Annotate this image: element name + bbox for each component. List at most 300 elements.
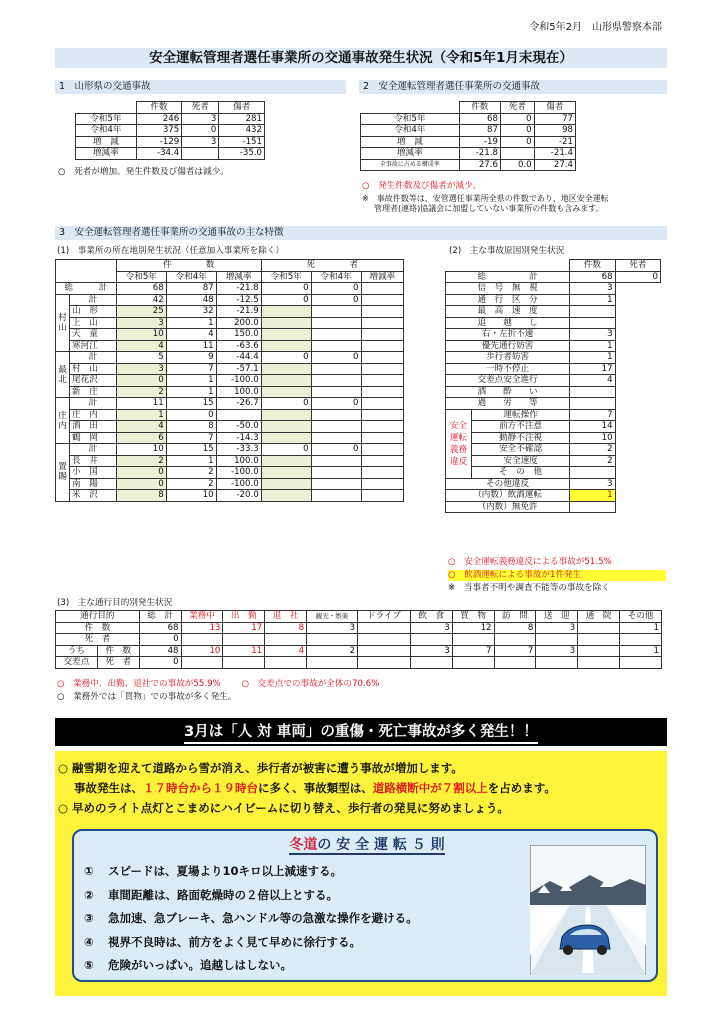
cell (615, 363, 660, 375)
cell: 米 沢 (70, 490, 117, 502)
cell: 10 (116, 444, 166, 456)
cell (361, 398, 403, 410)
cell: 村山 (56, 294, 70, 352)
cell: -100.0 (216, 478, 261, 490)
table-row (446, 455, 661, 467)
cell: 死者 (615, 260, 660, 272)
cell: 死者 (500, 102, 534, 114)
cell (361, 467, 403, 479)
cell: 32 (166, 306, 216, 318)
cell: 交差点安全進行 (446, 375, 570, 387)
cell: 100.0 (216, 386, 261, 398)
cell: 98 (534, 125, 575, 137)
cell: 0 (182, 125, 219, 137)
cell (311, 478, 361, 490)
cell: 8 (166, 421, 216, 433)
cell (307, 634, 358, 646)
cell (261, 386, 311, 398)
cell (311, 340, 361, 352)
cell (615, 398, 660, 410)
cell: 尾花沢 (70, 375, 117, 387)
cell (311, 306, 361, 318)
cell: 0 (311, 294, 361, 306)
cell: 3 (536, 622, 578, 634)
table-row (446, 294, 661, 306)
cell: 0 (500, 125, 534, 137)
cell: 7 (494, 645, 536, 657)
cell: 送 迎 (536, 611, 578, 623)
cell: 14 (570, 421, 615, 433)
cell: 0 (615, 271, 660, 283)
cell (500, 148, 534, 160)
cell (361, 317, 403, 329)
cell: 17 (223, 622, 265, 634)
cell (361, 444, 403, 456)
cell: 飲 食 (410, 611, 452, 623)
cell (265, 657, 307, 669)
cell: 優先通行妨害 (446, 340, 570, 352)
cell: 3 (536, 645, 578, 657)
cell (261, 317, 311, 329)
header-row (446, 260, 661, 272)
cell (261, 375, 311, 387)
cause-table (445, 259, 661, 513)
cell: 件 数 (116, 260, 261, 272)
table-row (446, 386, 661, 398)
cell (358, 634, 411, 646)
cell: -63.6 (216, 340, 261, 352)
cell (311, 490, 361, 502)
alert-p3: ○ 早めのライト点灯とこまめにハイビームに切り替え、歩行者の発見に努めましょう。 (58, 801, 509, 815)
cell: 増減率 (216, 271, 261, 283)
table-row (446, 317, 661, 329)
header-row (76, 102, 265, 114)
rule-text: 危険がいっぱい。追越しはしない。 (108, 958, 292, 972)
cell (261, 363, 311, 375)
cell: 11 (166, 340, 216, 352)
alert-p2d: 道路横断中が７割以上 (372, 781, 488, 795)
cell (311, 317, 361, 329)
cell: 令和4年 (76, 125, 137, 137)
table-row (56, 340, 404, 352)
cell (216, 409, 261, 421)
table-row (446, 271, 661, 283)
cell (615, 386, 660, 398)
table-row (446, 478, 661, 490)
cell: 0 (311, 283, 361, 295)
cell: 令和4年 (361, 125, 460, 137)
table-row (56, 306, 404, 318)
rules-list (84, 863, 418, 981)
table-row (446, 340, 661, 352)
cell: 安全速度 (472, 455, 570, 467)
cell: 令和5年 (361, 113, 460, 125)
cell: 68 (139, 622, 181, 634)
cell: 375 (136, 125, 182, 137)
cell: 42 (116, 294, 166, 306)
cell (615, 421, 660, 433)
cell (358, 622, 411, 634)
rules-title-rest: の 安 全 運 転 ５ 則 (317, 837, 445, 853)
cell: 246 (136, 113, 182, 125)
cell (358, 657, 411, 669)
cell (578, 622, 620, 634)
cell: -26.7 (216, 398, 261, 410)
cell: 10 (166, 490, 216, 502)
cell: 27.4 (534, 159, 575, 171)
cell: 1 (166, 455, 216, 467)
cell (223, 634, 265, 646)
cell: 庄 内 (70, 409, 117, 421)
alert-p2c: に多く、事故類型は、 (258, 781, 373, 795)
cell: 買 物 (452, 611, 494, 623)
cell (410, 634, 452, 646)
rule-item (84, 910, 418, 934)
rules-box (72, 829, 658, 982)
s1-note: ○ 死者が増加。発生件数及び傷者は減少。 (58, 167, 229, 177)
cell (261, 490, 311, 502)
cell: 安全不確認 (472, 444, 570, 456)
cell (536, 634, 578, 646)
cell: 出 勤 (223, 611, 265, 623)
cell: 2 (166, 467, 216, 479)
rule-text: スピードは、夏場より10キロ以上減速する。 (108, 864, 343, 878)
cell: 5 (116, 352, 166, 364)
cell: 0 (261, 444, 311, 456)
cell (578, 657, 620, 669)
t2-note3: ※ 当事者不明や調査不能等の事故を除く (448, 583, 610, 593)
cell: -50.0 (216, 421, 261, 433)
rule-number: ② (84, 887, 94, 902)
cell: 10 (570, 432, 615, 444)
cell (361, 409, 403, 421)
cell: 77 (534, 113, 575, 125)
alert-p1: ○ 融雪期を迎えて道路から雪が消え、歩行者が被害に遭う事故が増加します。 (58, 761, 463, 775)
s2-table (360, 101, 576, 171)
cell (361, 478, 403, 490)
cell: 11 (223, 645, 265, 657)
cell: 死 者 (97, 657, 139, 669)
cell: 87 (166, 283, 216, 295)
winter-road-illustration (530, 845, 646, 975)
cell: 3 (570, 283, 615, 295)
cell (261, 306, 311, 318)
cell (615, 340, 660, 352)
table-row (76, 148, 265, 160)
cell (446, 260, 570, 272)
cell: 件 数 (56, 622, 140, 634)
t2-note1: ○ 安全運転義務違反による事故が51.5% (448, 557, 612, 567)
cell (311, 329, 361, 341)
cell: 死者 (182, 102, 219, 114)
cell: -20.0 (216, 490, 261, 502)
cell (494, 634, 536, 646)
cell (452, 634, 494, 646)
cell (615, 306, 660, 318)
purpose-table (55, 610, 662, 669)
cell: 87 (459, 125, 500, 137)
cell: 27.6 (459, 159, 500, 171)
t3-note2: ○ 交差点での事故が全体の70.6% (241, 679, 380, 689)
cell: 17 (570, 363, 615, 375)
cell: 4 (570, 375, 615, 387)
cell: 庄内 (56, 398, 70, 444)
cell: -19 (459, 136, 500, 148)
cell: 0 (261, 398, 311, 410)
cell (361, 352, 403, 364)
cell: 令和4年 (311, 271, 361, 283)
cell: 酒 酔 い (446, 386, 570, 398)
table-row (56, 490, 404, 502)
cell (56, 260, 117, 283)
cell: 村 山 (70, 363, 117, 375)
cell (361, 432, 403, 444)
table-row (56, 467, 404, 479)
cell: 置賜 (56, 444, 70, 502)
cell: 2 (116, 386, 166, 398)
cell (223, 657, 265, 669)
table-row (56, 352, 404, 364)
rule-text: 急加速、急ブレーキ、急ハンドル等の急激な操作を避ける。 (108, 911, 418, 925)
rule-text: 車間距離は、路面乾燥時の２倍以上とする。 (108, 887, 338, 902)
cell: 432 (219, 125, 265, 137)
cell (311, 363, 361, 375)
cell: 3 (570, 329, 615, 341)
cell: 1 (166, 375, 216, 387)
s1-table (75, 101, 265, 160)
cell (615, 432, 660, 444)
cell (494, 657, 536, 669)
cell: 歩行者妨害 (446, 352, 570, 364)
cell (311, 467, 361, 479)
table-row (446, 375, 661, 387)
t1-title: (1) 事業所の所在地別発生状況（任意加入事業所を除く） (57, 246, 285, 256)
cell (620, 634, 662, 646)
cell: 全事故に占める構成率 (361, 159, 460, 171)
table-row (56, 294, 404, 306)
cell: -21 (534, 136, 575, 148)
cell (615, 478, 660, 490)
cell (311, 409, 361, 421)
cell: 9 (166, 352, 216, 364)
cell (615, 294, 660, 306)
cell (570, 317, 615, 329)
table-row (56, 363, 404, 375)
cell (361, 294, 403, 306)
table-row (446, 444, 661, 456)
cell (261, 467, 311, 479)
table-row (446, 363, 661, 375)
cell: 0 (139, 657, 181, 669)
s2-note2b: 管理者(連絡)協議会に加盟していない事業所の件数も含みます。 (374, 204, 604, 213)
cell (261, 329, 311, 341)
cell (615, 352, 660, 364)
cell: 200.0 (216, 317, 261, 329)
rule-number: ① (84, 864, 94, 878)
cell: 3 (116, 317, 166, 329)
cell: -12.5 (216, 294, 261, 306)
cell: 3 (182, 113, 219, 125)
alert-banner (55, 718, 667, 746)
rule-item (84, 934, 418, 958)
alert-p2b: １７時台から１９時台 (143, 781, 258, 795)
cell: 0 (500, 136, 534, 148)
t3-note3: ○ 業務外では「買物」での事故が多く発生。 (57, 692, 237, 702)
cell: -34.4 (136, 148, 182, 160)
cell: 4 (116, 421, 166, 433)
table-row (56, 478, 404, 490)
cell: 3 (570, 478, 615, 490)
cell (361, 340, 403, 352)
table-row (56, 444, 404, 456)
cell (358, 645, 411, 657)
cell: 0 (261, 283, 311, 295)
cell: -21.9 (216, 306, 261, 318)
table-row (361, 113, 576, 125)
rule-number: ⑤ (84, 958, 94, 972)
s3-title: 3 安全運転管理者選任事業所の交通事故の主な特徴 (55, 226, 667, 240)
cell (615, 467, 660, 479)
cell: 通行目的 (56, 611, 140, 623)
cell: 1 (570, 490, 615, 502)
cell: （内数）無免許 (446, 501, 570, 513)
cell (615, 375, 660, 387)
alert-p2a: 事故発生は、 (74, 781, 143, 795)
cell: 計 (70, 398, 117, 410)
cell (261, 409, 311, 421)
cell (311, 421, 361, 433)
cell (361, 283, 403, 295)
cell: 一時不停止 (446, 363, 570, 375)
cell: 令和5年 (116, 271, 166, 283)
cell (615, 444, 660, 456)
cell: 3 (307, 622, 358, 634)
table-row (56, 317, 404, 329)
table-row (56, 645, 662, 657)
table-row (446, 398, 661, 410)
cell: 281 (219, 113, 265, 125)
table-row (446, 352, 661, 364)
cell: 訪 問 (494, 611, 536, 623)
s2-note1: ○ 発生件数及び傷者が減少。 (362, 181, 482, 191)
cell: 最北 (56, 352, 70, 398)
cell (536, 657, 578, 669)
table-row (446, 501, 661, 513)
cell: -21.8 (216, 283, 261, 295)
table-row (56, 386, 404, 398)
table-row (76, 113, 265, 125)
cell: 0 (166, 409, 216, 421)
cell: 2 (570, 455, 615, 467)
cell: 15 (166, 398, 216, 410)
cell: -100.0 (216, 375, 261, 387)
cell: -57.1 (216, 363, 261, 375)
cell: 交差点 (56, 657, 98, 669)
cell: ドライブ (358, 611, 411, 623)
cell: 10 (181, 645, 223, 657)
cell: 南 陽 (70, 478, 117, 490)
cell (261, 340, 311, 352)
s2-note2a: ※ 事故件数等は、安管選任事業所全県の件数であり、地区安全運転 (362, 194, 609, 203)
t3-title: (3) 主な通行目的別発生状況 (57, 598, 173, 608)
cell: 1 (620, 645, 662, 657)
cell: 計 (70, 444, 117, 456)
cell (361, 102, 460, 114)
rule-text: 視界不良時は、前方をよく見て早めに徐行する。 (108, 934, 361, 949)
cell: -100.0 (216, 467, 261, 479)
cell (615, 409, 660, 421)
table-row (446, 432, 661, 444)
cell: 1 (166, 386, 216, 398)
cell (182, 148, 219, 160)
cell (615, 490, 660, 502)
cell: 8 (116, 490, 166, 502)
table-row (361, 148, 576, 160)
cell: 鶴 岡 (70, 432, 117, 444)
rule-item (84, 863, 418, 887)
table-row (56, 432, 404, 444)
header-row (56, 260, 404, 272)
cell: 増減率 (361, 148, 460, 160)
t3-notes (57, 679, 379, 703)
cell: 総 計 (56, 283, 117, 295)
cell: -151 (219, 136, 265, 148)
cell (361, 375, 403, 387)
cell: 4 (166, 329, 216, 341)
cell (311, 432, 361, 444)
cell: 0 (116, 478, 166, 490)
cell: 計 (70, 352, 117, 364)
cell (615, 329, 660, 341)
cell (615, 455, 660, 467)
cell (615, 317, 660, 329)
cell: 小 国 (70, 467, 117, 479)
cell (307, 657, 358, 669)
cell: 死 者 (56, 634, 140, 646)
table-row (446, 283, 661, 295)
table-row (361, 159, 576, 171)
cell (261, 421, 311, 433)
table-row (76, 125, 265, 137)
cell: 増 減 (76, 136, 137, 148)
cell: 0 (500, 113, 534, 125)
cell (615, 283, 660, 295)
s2-note2 (362, 194, 609, 214)
cell: 追 越 し (446, 317, 570, 329)
table-row (56, 634, 662, 646)
table-row (56, 622, 662, 634)
cell (620, 657, 662, 669)
cell (261, 432, 311, 444)
cell: 件数 (136, 102, 182, 114)
rule-number: ④ (84, 934, 94, 949)
cell: 令和4年 (166, 271, 216, 283)
cell (311, 375, 361, 387)
cell: 上 山 (70, 317, 117, 329)
cell: 観光・娯楽 (307, 611, 358, 623)
region-table (55, 259, 404, 502)
cell: -129 (136, 136, 182, 148)
cell: 増 減 (361, 136, 460, 148)
cell: 山 形 (70, 306, 117, 318)
table-row (56, 409, 404, 421)
cell: 0 (116, 467, 166, 479)
cell: 68 (116, 283, 166, 295)
cell: 傷者 (534, 102, 575, 114)
alert-p2 (74, 780, 556, 796)
cell: 0 (261, 294, 311, 306)
cell: 3 (182, 136, 219, 148)
